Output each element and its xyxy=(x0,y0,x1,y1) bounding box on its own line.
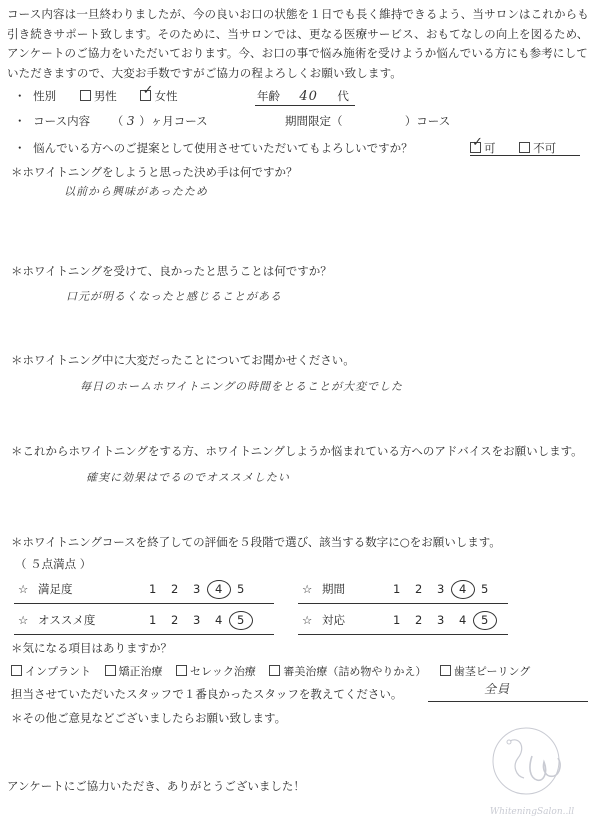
star-icon: ☆ xyxy=(18,582,29,596)
rating-period xyxy=(302,580,496,599)
interests-question: ＊気になる項目はありますか？ xyxy=(11,641,172,655)
rating-underline xyxy=(298,603,508,604)
rating-label: 満足度 xyxy=(37,582,73,596)
bullet: ・ xyxy=(14,89,26,103)
q3-answer[interactable]: 毎日のホームホワイトニングの時間をとることが大変でした xyxy=(80,380,404,393)
rating-label: オススメ度 xyxy=(37,613,96,627)
orthodontic-checkbox[interactable] xyxy=(105,665,116,676)
rating-scale[interactable] xyxy=(386,582,496,596)
rating-option-2[interactable]: 2 xyxy=(414,613,423,627)
star-icon: ☆ xyxy=(302,613,313,627)
rating-option-1[interactable]: 1 xyxy=(392,613,401,627)
age-unit: 代 xyxy=(337,89,349,103)
gender-row xyxy=(14,88,177,104)
rating-option-4[interactable] xyxy=(452,580,474,599)
gender-label: 性別 xyxy=(33,89,57,103)
logo-emblem-icon xyxy=(482,716,582,806)
selected-circle: 5 xyxy=(473,611,497,630)
male-checkbox[interactable] xyxy=(80,90,91,101)
rating-option-5[interactable] xyxy=(474,611,496,630)
other-question: ＊その他ご意見などございましたらお願い致します。 xyxy=(11,711,287,725)
rating-option-1[interactable]: 1 xyxy=(148,582,157,596)
rating-underline xyxy=(298,634,508,635)
rating-option-3[interactable]: 3 xyxy=(436,582,445,596)
rating-option-3[interactable]: 3 xyxy=(436,613,445,627)
option-label: インプラント xyxy=(25,665,91,678)
rating-service xyxy=(302,611,496,630)
q2-question: ＊ホワイトニングを受けて、良かったと思うことは何ですか？ xyxy=(11,264,332,278)
rating-label: 対応 xyxy=(321,613,345,627)
bullet: ・ xyxy=(14,114,26,128)
limited-close: ）コース xyxy=(404,114,451,128)
q2-answer[interactable]: 口元が明るくなったと感じることがある xyxy=(66,290,282,303)
consent-no-checkbox[interactable] xyxy=(519,142,530,153)
rating-scale[interactable] xyxy=(142,582,252,596)
implant-checkbox[interactable] xyxy=(11,665,22,676)
age-value[interactable]: 40 xyxy=(299,89,318,104)
rating-option-3[interactable]: 3 xyxy=(192,582,201,596)
course-row xyxy=(14,113,208,129)
months-value[interactable]: 3 xyxy=(126,114,136,128)
q1-answer[interactable]: 以前から興味があったため xyxy=(64,185,208,198)
consent-underline xyxy=(470,155,580,156)
selected-circle: 4 xyxy=(451,580,475,599)
option-label: 歯茎ピーリング xyxy=(453,665,531,678)
rating-question: ＊ホワイトニングコースを終了しての評価を５段階で選び、該当する数字に○をお願いします。 xyxy=(11,535,501,549)
staff-answer[interactable]: 全員 xyxy=(484,682,511,696)
consent-yes-checkbox[interactable] xyxy=(470,142,481,153)
age-field xyxy=(257,88,349,104)
rating-scale-note: （ ５点満点 ） xyxy=(15,557,92,571)
rating-option-2[interactable]: 2 xyxy=(414,582,423,596)
intro-text: コース内容は一旦終わりましたが、今の良いお口の状態を１日でも長く維持できるよう、当サロンはこれからも引き続きサポート致します。そのために、当サロンでは、更なる医療サービス、おもてなしの向上を図るため、アンケートのご協力をいただいております。今、お口の事で悩み施術を受けようか悩んでいる方にも参考にしていただきますので、大変お手数ですがご協力の程よろしくお願い致します。 xyxy=(7,7,589,80)
consent-options xyxy=(470,140,556,156)
course-label: コース内容 xyxy=(33,114,91,128)
male-label: 男性 xyxy=(93,89,117,103)
option-label: セレック治療 xyxy=(190,665,256,678)
consent-row xyxy=(14,140,413,156)
rating-underline xyxy=(14,634,274,635)
selected-circle: 5 xyxy=(229,611,253,630)
option-label: 審美治療（詰め物やりかえ） xyxy=(283,665,427,678)
rating-option-5[interactable] xyxy=(230,611,252,630)
age-underline xyxy=(255,105,355,106)
consent-yes-label: 可 xyxy=(484,141,496,155)
selected-circle: 4 xyxy=(207,580,231,599)
rating-scale[interactable] xyxy=(142,613,252,627)
rating-option-2[interactable]: 2 xyxy=(170,613,179,627)
limited-course xyxy=(285,113,450,129)
female-checkbox[interactable] xyxy=(140,90,151,101)
rating-satisfaction xyxy=(18,580,252,599)
q4-question: ＊これからホワイトニングをする方、ホワイトニングしようか悩まれている方へのアドバイスをお願いします。 xyxy=(11,444,583,458)
months-close: ）ヶ月コース xyxy=(139,114,208,128)
aesthetic-checkbox[interactable] xyxy=(269,665,280,676)
logo-text: WhiteningSalon..ll xyxy=(489,807,575,817)
staff-question: 担当させていただいたスタッフで１番良かったスタッフを教えてください。 xyxy=(11,687,403,701)
rating-option-5[interactable]: 5 xyxy=(480,582,489,596)
bullet: ・ xyxy=(14,141,26,155)
consent-question: 悩んでいる方へのご提案として使用させていただいてもよろしいですか？ xyxy=(33,141,413,155)
months-open: （ xyxy=(111,114,124,128)
q1-question: ＊ホワイトニングをしようと思った決め手は何ですか？ xyxy=(11,165,298,179)
female-label: 女性 xyxy=(154,89,178,103)
consent-no-label: 不可 xyxy=(533,141,557,155)
cerec-checkbox[interactable] xyxy=(176,665,187,676)
rating-option-3[interactable]: 3 xyxy=(192,613,201,627)
rating-underline xyxy=(14,603,274,604)
salon-logo xyxy=(482,716,582,824)
rating-label: 期間 xyxy=(321,582,345,596)
rating-option-4[interactable] xyxy=(208,580,230,599)
star-icon: ☆ xyxy=(302,582,313,596)
option-label: 矯正治療 xyxy=(118,665,163,678)
rating-option-2[interactable]: 2 xyxy=(170,582,179,596)
rating-option-5[interactable]: 5 xyxy=(236,582,245,596)
q4-answer[interactable]: 確実に効果はでるのでオススメしたい xyxy=(86,471,290,484)
rating-recommend xyxy=(18,611,252,630)
limited-label: 期間限定（ xyxy=(285,114,343,128)
star-icon: ☆ xyxy=(18,613,29,627)
rating-option-4[interactable]: 4 xyxy=(214,613,223,627)
age-label: 年齢 xyxy=(257,89,280,103)
gum-peeling-checkbox[interactable] xyxy=(440,665,451,676)
rating-option-4[interactable]: 4 xyxy=(458,613,467,627)
rating-option-1[interactable]: 1 xyxy=(392,582,401,596)
interests-options xyxy=(11,663,530,679)
rating-scale[interactable] xyxy=(386,613,496,627)
staff-underline xyxy=(428,701,588,702)
q3-question: ＊ホワイトニング中に大変だったことについてお聞かせください。 xyxy=(11,353,355,367)
rating-option-1[interactable]: 1 xyxy=(148,613,157,627)
thanks-text: アンケートにご協力いただき、ありがとうございました！ xyxy=(7,779,305,793)
